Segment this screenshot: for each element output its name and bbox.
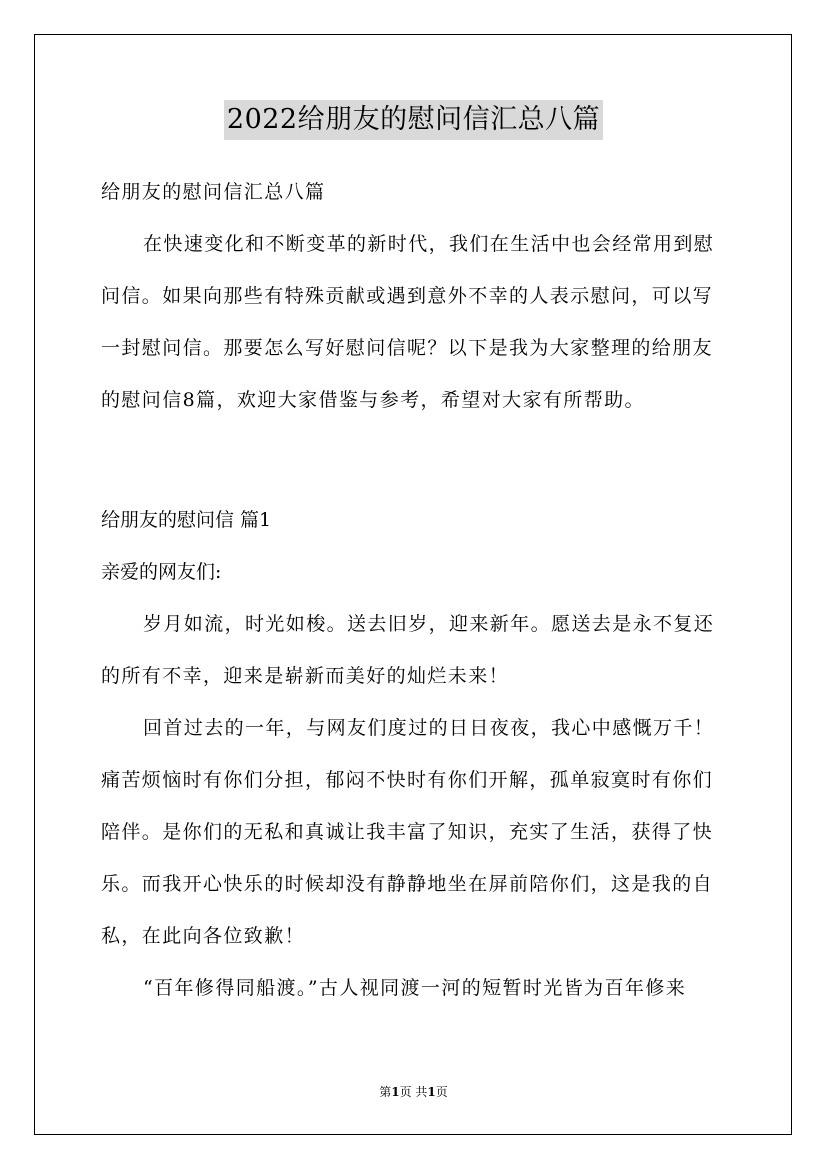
footer-page-mid: 页 共	[399, 1085, 428, 1099]
paragraph-line: 乐。而我开心快乐的时候却没有静静地坐在屏前陪你们，这是我的自	[101, 873, 714, 895]
section-heading: 给朋友的慰问信 篇1	[101, 509, 272, 531]
paragraph-line: “百年修得同船渡。”古人视同渡一河的短暂时光皆为百年修来	[143, 977, 687, 999]
title-container	[0, 100, 827, 140]
footer-page-current: 1	[391, 1085, 400, 1099]
document-title: 2022给朋友的慰问信汇总八篇	[224, 100, 603, 140]
paragraph-line: 在快速变化和不断变革的新时代，我们在生活中也会经常用到慰	[143, 233, 715, 255]
paragraph-line: 一封慰问信。那要怎么写好慰问信呢？以下是我为大家整理的给朋友	[101, 337, 714, 359]
document-body	[101, 166, 731, 1014]
page-footer	[0, 1084, 827, 1100]
paragraph-line: 私，在此向各位致歉！	[101, 925, 306, 947]
subtitle-line: 给朋友的慰问信汇总八篇	[101, 181, 326, 203]
footer-page-total: 1	[427, 1085, 436, 1099]
paragraph-line: 痛苦烦恼时有你们分担，郁闷不快时有你们开解，孤单寂寞时有你们	[101, 769, 714, 791]
paragraph-line: 的所有不幸，迎来是崭新而美好的灿烂未来！	[101, 665, 510, 687]
paragraph-line: 问信。如果向那些有特殊贡献或遇到意外不幸的人表示慰问，可以写	[101, 285, 714, 307]
paragraph-line: 陪伴。是你们的无私和真诚让我丰富了知识，充实了生活，获得了快	[101, 821, 714, 843]
paragraph-line: 的慰问信8篇，欢迎大家借鉴与参考，希望对大家有所帮助。	[101, 389, 645, 411]
paragraph-line: 岁月如流，时光如梭。送去旧岁，迎来新年。愿送去是永不复还	[143, 613, 715, 635]
footer-page-suffix: 页	[435, 1085, 448, 1099]
footer-page-prefix: 第	[379, 1085, 392, 1099]
salutation-line: 亲爱的网友们:	[101, 561, 222, 583]
paragraph-line: 回首过去的一年，与网友们度过的日日夜夜，我心中感慨万千！	[143, 717, 715, 739]
paragraph-spacer	[101, 426, 731, 494]
